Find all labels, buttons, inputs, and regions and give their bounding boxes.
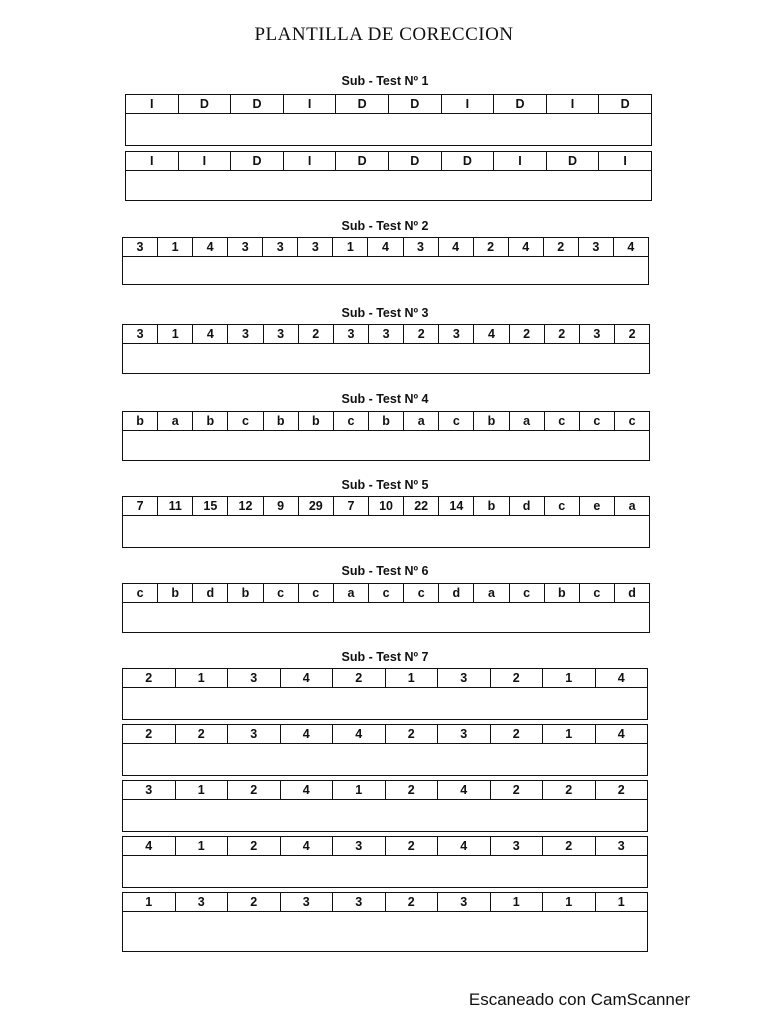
answer-key-cell: D (547, 152, 600, 170)
answer-key-cell: 1 (123, 893, 176, 911)
answer-key-cell: 3 (228, 238, 263, 256)
answer-key-cell: 2 (386, 725, 439, 743)
answer-key-cell: 3 (123, 781, 176, 799)
answer-key-cell: 10 (369, 497, 404, 515)
answer-key-cell: b (474, 412, 509, 430)
answer-key-cell: 3 (579, 238, 614, 256)
answer-key-cell: c (404, 584, 439, 602)
answer-key-cell: 4 (474, 325, 509, 343)
response-box[interactable] (125, 114, 652, 146)
answer-key-cell: a (628, 499, 636, 513)
answer-key-cell: 4 (439, 238, 474, 256)
answer-key-cell: 2 (617, 783, 625, 797)
answer-key-cell: 3 (580, 325, 615, 343)
answer-key-cell: 2 (386, 893, 439, 911)
answer-key-cell: I (126, 95, 179, 113)
answer-key-cell: a (404, 412, 439, 430)
answer-key-cell: 3 (228, 325, 263, 343)
answer-key-cell: 4 (281, 725, 334, 743)
answer-key-cell: I (126, 152, 179, 170)
answer-key-cell: 4 (281, 669, 334, 687)
answer-key-cell: 4 (438, 781, 491, 799)
answer-key-cell: 2 (545, 325, 580, 343)
answer-key-cell: 1 (158, 238, 193, 256)
answer-key-cell: D (389, 95, 442, 113)
answer-key-cell: 2 (491, 781, 544, 799)
answer-key-cell: 3 (369, 325, 404, 343)
answer-key-cell: I (494, 152, 547, 170)
response-box[interactable] (122, 603, 650, 633)
answer-key-cell: 2 (543, 837, 596, 855)
answer-key-cell: c (510, 584, 545, 602)
answer-key-cell: 1 (333, 781, 386, 799)
answer-key-cell: D (389, 152, 442, 170)
answer-key-cell: 2 (491, 669, 544, 687)
answer-key-cell: 12 (228, 497, 263, 515)
answer-key-cell: 2 (491, 725, 544, 743)
answer-key-cell: I (284, 152, 337, 170)
answer-key-cell: 1 (176, 669, 229, 687)
answer-key-cell: d (628, 586, 636, 600)
answer-key-cell: 2 (123, 669, 176, 687)
response-box[interactable] (122, 688, 648, 720)
response-box[interactable] (122, 800, 648, 832)
answer-key-cell: 4 (368, 238, 403, 256)
answer-key-cell: 3 (333, 893, 386, 911)
answer-key-cell: 4 (123, 837, 176, 855)
response-box[interactable] (122, 912, 648, 952)
answer-key-cell: 4 (627, 240, 635, 254)
answer-key-cell: 3 (298, 238, 333, 256)
answer-key-cell: d (439, 584, 474, 602)
answer-key-cell: 11 (158, 497, 193, 515)
answer-key-row (122, 892, 648, 912)
answer-key-cell: 1 (617, 895, 625, 909)
answer-key-cell: c (545, 497, 580, 515)
answer-key-cell: 2 (228, 781, 281, 799)
response-box[interactable] (122, 257, 649, 285)
answer-key-row (125, 151, 652, 171)
answer-key-row (122, 496, 650, 516)
answer-key-cell: D (336, 152, 389, 170)
answer-key-cell: c (369, 584, 404, 602)
answer-key-cell: 3 (264, 325, 299, 343)
answer-key-cell: 9 (264, 497, 299, 515)
answer-key-cell: D (179, 95, 232, 113)
answer-key-cell: 2 (628, 327, 636, 341)
answer-key-cell: 3 (334, 325, 369, 343)
answer-key-cell: 2 (299, 325, 334, 343)
answer-key-cell: 2 (123, 725, 176, 743)
response-box[interactable] (125, 171, 652, 201)
answer-key-cell: 2 (228, 837, 281, 855)
answer-key-row (125, 94, 652, 114)
answer-key-cell: I (284, 95, 337, 113)
answer-key-cell: D (442, 152, 495, 170)
subtest-title: Sub - Test Nº 7 (341, 650, 429, 664)
answer-key-cell: 4 (617, 671, 625, 685)
answer-key-cell: 1 (543, 669, 596, 687)
answer-key-cell: 3 (491, 837, 544, 855)
answer-key-cell: 15 (193, 497, 228, 515)
answer-key-cell: b (474, 497, 509, 515)
answer-key-cell: 1 (543, 725, 596, 743)
answer-key-cell: a (510, 412, 545, 430)
page-title: PLANTILLA DE CORECCION (254, 24, 514, 45)
answer-key-cell: 3 (176, 893, 229, 911)
answer-key-cell: 2 (333, 669, 386, 687)
answer-key-cell: 2 (543, 781, 596, 799)
answer-key-cell: 4 (281, 781, 334, 799)
answer-key-cell: 1 (543, 893, 596, 911)
answer-key-cell: 7 (334, 497, 369, 515)
answer-key-cell: c (628, 414, 636, 428)
answer-key-cell: I (623, 154, 627, 168)
answer-key-cell: c (123, 584, 158, 602)
answer-key-cell: 3 (438, 893, 491, 911)
answer-key-cell: 3 (228, 669, 281, 687)
answer-key-cell: c (334, 412, 369, 430)
answer-key-cell: a (474, 584, 509, 602)
answer-key-cell: 22 (404, 497, 439, 515)
subtest-title: Sub - Test Nº 3 (341, 306, 429, 320)
answer-key-cell: 2 (404, 325, 439, 343)
answer-key-cell: D (231, 95, 284, 113)
answer-key-cell: 3 (281, 893, 334, 911)
subtest-title: Sub - Test Nº 2 (341, 219, 429, 233)
answer-key-cell: D (620, 97, 630, 111)
answer-key-row (122, 724, 648, 744)
answer-key-cell: 2 (474, 238, 509, 256)
answer-key-cell: 2 (228, 893, 281, 911)
answer-key-cell: I (179, 152, 232, 170)
answer-key-cell: 2 (386, 781, 439, 799)
answer-key-cell: c (580, 584, 615, 602)
answer-key-cell: 4 (193, 325, 228, 343)
subtest-title: Sub - Test Nº 6 (341, 564, 429, 578)
answer-key-cell: 3 (123, 325, 158, 343)
answer-key-row (122, 780, 648, 800)
answer-key-cell: b (158, 584, 193, 602)
answer-key-cell: 3 (438, 725, 491, 743)
answer-key-cell: b (228, 584, 263, 602)
answer-key-cell: 1 (176, 781, 229, 799)
answer-key-cell: 4 (281, 837, 334, 855)
answer-key-cell: 3 (617, 839, 625, 853)
answer-key-cell: 4 (509, 238, 544, 256)
answer-key-cell: 29 (299, 497, 334, 515)
answer-key-cell: c (299, 584, 334, 602)
answer-key-cell: 3 (263, 238, 298, 256)
answer-key-cell: 1 (176, 837, 229, 855)
answer-key-cell: 3 (228, 725, 281, 743)
answer-key-cell: 4 (193, 238, 228, 256)
answer-key-cell: 2 (176, 725, 229, 743)
answer-key-cell: 2 (544, 238, 579, 256)
answer-key-cell: 1 (386, 669, 439, 687)
answer-key-row (122, 583, 650, 603)
answer-key-row (122, 836, 648, 856)
answer-key-cell: I (547, 95, 600, 113)
answer-key-cell: 14 (439, 497, 474, 515)
answer-key-cell: 1 (158, 325, 193, 343)
subtest-title: Sub - Test Nº 4 (341, 392, 429, 406)
answer-key-cell: 2 (510, 325, 545, 343)
scanner-watermark: Escaneado con CamScanner (468, 990, 690, 1009)
answer-key-row (122, 411, 650, 431)
answer-key-cell: b (369, 412, 404, 430)
subtest-title: Sub - Test Nº 1 (341, 74, 429, 88)
answer-key-cell: D (336, 95, 389, 113)
answer-key-cell: 1 (491, 893, 544, 911)
answer-key-cell: b (123, 412, 158, 430)
answer-key-cell: 3 (438, 669, 491, 687)
answer-key-row (122, 668, 648, 688)
answer-key-cell: e (580, 497, 615, 515)
answer-key-cell: 1 (333, 238, 368, 256)
answer-key-row (122, 237, 649, 257)
answer-key-cell: c (264, 584, 299, 602)
response-box[interactable] (122, 744, 648, 776)
answer-key-cell: 3 (123, 238, 158, 256)
answer-key-cell: 3 (333, 837, 386, 855)
answer-key-cell: 2 (386, 837, 439, 855)
answer-key-row (122, 324, 650, 344)
answer-key-cell: 4 (333, 725, 386, 743)
answer-key-cell: c (439, 412, 474, 430)
answer-key-cell: b (299, 412, 334, 430)
response-box[interactable] (122, 344, 650, 374)
answer-key-cell: a (334, 584, 369, 602)
answer-key-cell: 7 (123, 497, 158, 515)
answer-key-cell: d (193, 584, 228, 602)
answer-key-cell: 4 (617, 727, 625, 741)
answer-key-cell: D (231, 152, 284, 170)
answer-key-cell: a (158, 412, 193, 430)
answer-key-cell: b (193, 412, 228, 430)
answer-key-cell: b (264, 412, 299, 430)
answer-key-cell: c (580, 412, 615, 430)
response-box[interactable] (122, 516, 650, 548)
response-box[interactable] (122, 856, 648, 888)
answer-key-cell: c (545, 412, 580, 430)
answer-key-cell: 3 (439, 325, 474, 343)
answer-key-cell: D (494, 95, 547, 113)
answer-key-cell: d (510, 497, 545, 515)
answer-key-cell: 4 (438, 837, 491, 855)
subtest-title: Sub - Test Nº 5 (341, 478, 429, 492)
answer-key-cell: I (442, 95, 495, 113)
response-box[interactable] (122, 431, 650, 461)
answer-key-cell: b (545, 584, 580, 602)
answer-key-cell: c (228, 412, 263, 430)
answer-key-cell: 3 (404, 238, 439, 256)
